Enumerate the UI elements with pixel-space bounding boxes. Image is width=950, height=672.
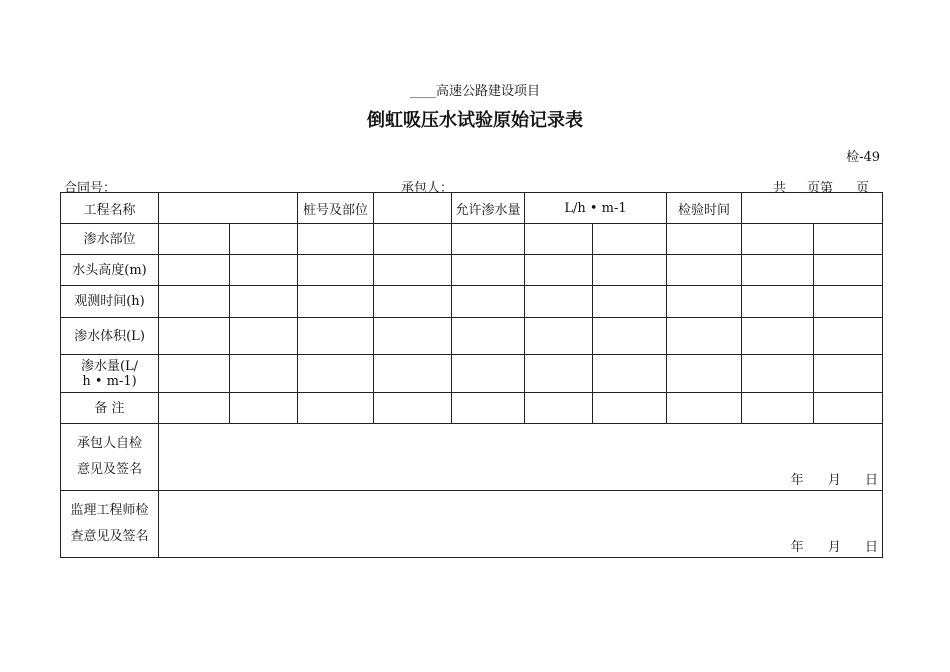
station-field[interactable] (374, 193, 452, 224)
project-name-label: 工程名称 (61, 193, 159, 224)
data-cell[interactable] (159, 255, 230, 286)
contractor-signoff-date (771, 469, 878, 488)
data-cell[interactable] (298, 393, 374, 424)
supervisor-signoff-label (61, 491, 159, 558)
month-label: 月 (827, 473, 841, 488)
data-cell[interactable] (374, 286, 452, 318)
year-label: 年 (790, 540, 804, 555)
year-label: 年 (790, 473, 804, 488)
data-cell[interactable] (374, 393, 452, 424)
data-cell[interactable] (814, 393, 883, 424)
supervisor-signoff-row (61, 491, 883, 558)
data-cell[interactable] (593, 393, 667, 424)
data-cell[interactable] (374, 318, 452, 355)
supervisor-signoff-line1: 监理工程师检 (70, 503, 149, 518)
data-cell[interactable] (742, 224, 814, 255)
data-cell[interactable] (525, 255, 593, 286)
project-name-field[interactable] (159, 193, 298, 224)
data-cell[interactable] (525, 355, 593, 393)
data-cell[interactable] (452, 318, 525, 355)
data-cell[interactable] (814, 224, 883, 255)
page-label: 页第 (807, 181, 834, 196)
data-cell[interactable] (593, 255, 667, 286)
data-cell[interactable] (452, 393, 525, 424)
data-cell[interactable] (742, 355, 814, 393)
data-cell[interactable] (159, 286, 230, 318)
contractor-signoff-field[interactable] (159, 424, 883, 491)
data-cell[interactable] (742, 318, 814, 355)
supervisor-signoff-date (771, 536, 878, 555)
data-cell[interactable] (525, 224, 593, 255)
month-label: 月 (827, 540, 841, 555)
data-cell[interactable] (814, 355, 883, 393)
table-row (61, 355, 883, 393)
data-cell[interactable] (525, 286, 593, 318)
data-cell[interactable] (230, 286, 298, 318)
row-label: 水头高度(m) (61, 255, 159, 286)
data-cell[interactable] (593, 355, 667, 393)
data-cell[interactable] (230, 318, 298, 355)
header-info-row (61, 193, 883, 224)
table-row (61, 393, 883, 424)
data-cell[interactable] (230, 255, 298, 286)
allowed-seepage-label: 允许渗水量 (452, 193, 525, 224)
data-cell[interactable] (593, 318, 667, 355)
data-cell[interactable] (814, 318, 883, 355)
contract-number-label: 合同号： (64, 181, 117, 196)
data-cell[interactable] (667, 224, 742, 255)
form-code: 检-49 (846, 150, 880, 165)
data-cell[interactable] (667, 318, 742, 355)
data-cell[interactable] (667, 286, 742, 318)
data-cell[interactable] (374, 355, 452, 393)
data-cell[interactable] (298, 255, 374, 286)
data-cell[interactable] (742, 393, 814, 424)
row-label: 渗水部位 (61, 224, 159, 255)
contractor-signoff-line1: 承包人自检 (76, 436, 142, 451)
table-row (61, 318, 883, 355)
row-label: 渗水体积(L) (61, 318, 159, 355)
data-cell[interactable] (667, 355, 742, 393)
form-title: 倒虹吸压水试验原始记录表 (367, 110, 583, 131)
data-cell[interactable] (159, 318, 230, 355)
data-cell[interactable] (298, 224, 374, 255)
supervisor-signoff-line2: 查意见及签名 (70, 529, 149, 544)
data-cell[interactable] (159, 224, 230, 255)
seepage-unit: L/h • m-1 (525, 193, 667, 224)
data-cell[interactable] (452, 286, 525, 318)
contractor-signoff-row (61, 424, 883, 491)
data-cell[interactable] (525, 393, 593, 424)
day-label: 日 (864, 540, 878, 555)
data-cell[interactable] (374, 255, 452, 286)
data-cell[interactable] (230, 355, 298, 393)
data-cell[interactable] (742, 255, 814, 286)
data-cell[interactable] (230, 224, 298, 255)
supervisor-signoff-field[interactable] (159, 491, 883, 558)
data-cell[interactable] (593, 286, 667, 318)
data-cell[interactable] (159, 393, 230, 424)
day-label: 日 (864, 473, 878, 488)
table-row (61, 255, 883, 286)
data-cell[interactable] (452, 355, 525, 393)
data-cell[interactable] (667, 393, 742, 424)
page-total-label: 共 (773, 181, 787, 196)
data-cell[interactable] (159, 355, 230, 393)
data-cell[interactable] (230, 393, 298, 424)
inspection-time-label: 检验时间 (667, 193, 742, 224)
contractor-signoff-line2: 意见及签名 (76, 462, 142, 477)
contractor-label: 承包人： (401, 181, 454, 196)
data-cell[interactable] (298, 318, 374, 355)
row-label: 渗水量(L/ h • m-1) (61, 355, 159, 393)
data-cell[interactable] (374, 224, 452, 255)
data-cell[interactable] (452, 255, 525, 286)
data-cell[interactable] (667, 255, 742, 286)
inspection-time-field[interactable] (742, 193, 883, 224)
data-cell[interactable] (593, 224, 667, 255)
data-cell[interactable] (814, 286, 883, 318)
project-subtitle: ____高速公路建设项目 (409, 84, 540, 99)
data-cell[interactable] (525, 318, 593, 355)
data-cell[interactable] (298, 355, 374, 393)
data-cell[interactable] (298, 286, 374, 318)
station-label: 桩号及部位 (298, 193, 374, 224)
data-cell[interactable] (452, 224, 525, 255)
page-end-label: 页 (856, 181, 870, 196)
row-label: 备 注 (61, 393, 159, 424)
data-cell[interactable] (742, 286, 814, 318)
contractor-signoff-label (61, 424, 159, 491)
seepage-record-table (60, 192, 883, 558)
table-row (61, 286, 883, 318)
data-cell[interactable] (814, 255, 883, 286)
data-rows (61, 224, 883, 424)
table-row (61, 224, 883, 255)
row-label: 观测时间(h) (61, 286, 159, 318)
